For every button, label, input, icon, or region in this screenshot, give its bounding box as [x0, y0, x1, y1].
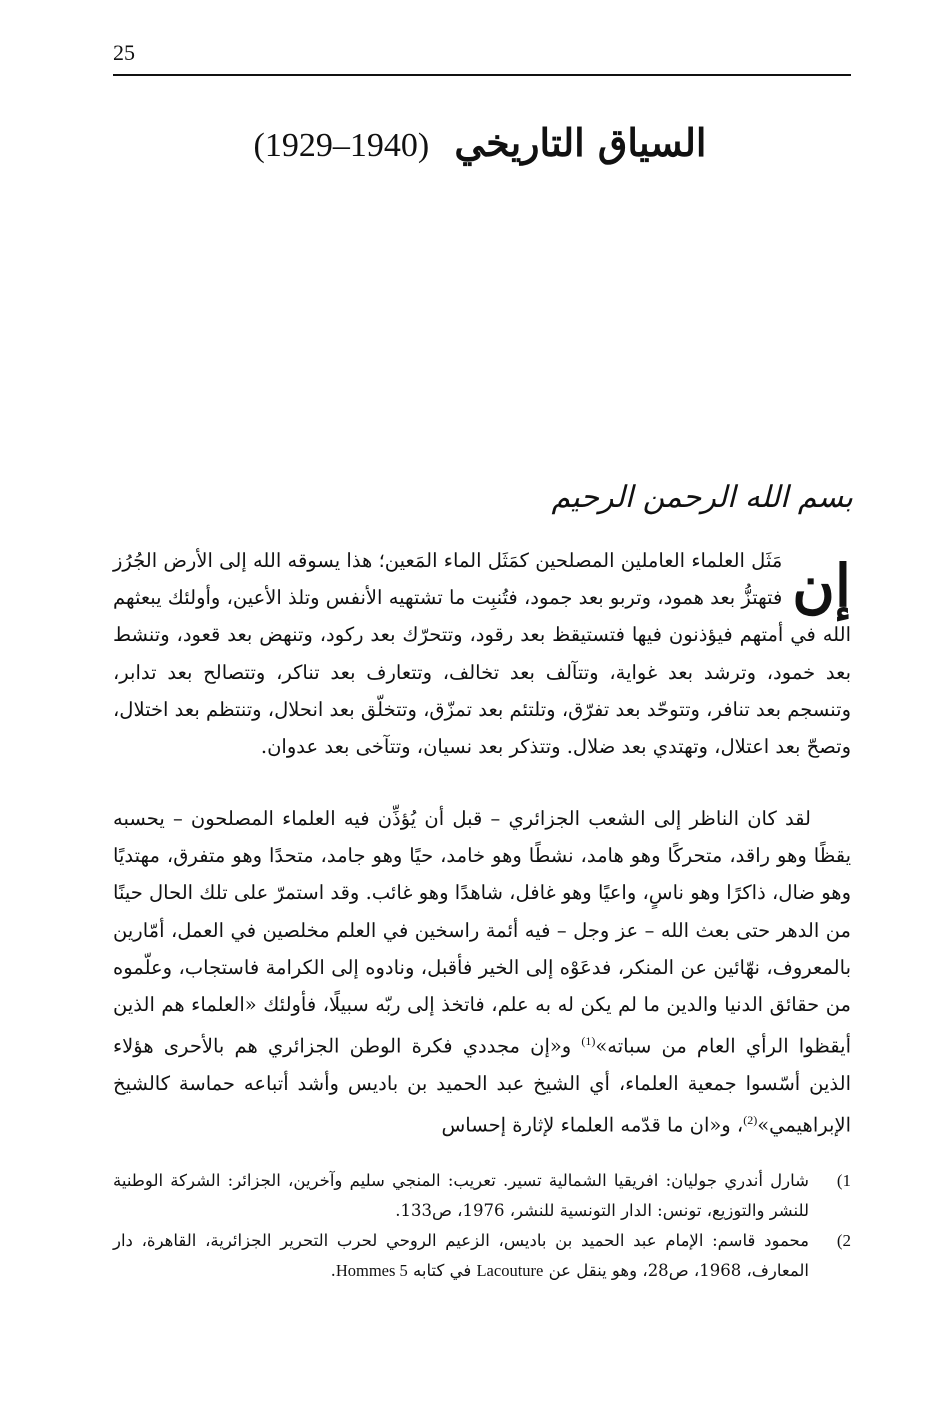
footnote-1-number: 1): [836, 1171, 851, 1190]
footnotes: [113, 1166, 851, 1286]
footnote-ref-1: (1): [581, 1034, 596, 1049]
footnote-1-text: شارل أندري جوليان: افريقيا الشمالية تسير. تعريب: المنجي سليم وآخرين، الجزائر: الشركة الوطنية للنشر والتوزيع، تونس: الدار التونسية للنشر، 1976، ص133.: [113, 1171, 809, 1220]
paragraph-2: [113, 800, 851, 1144]
paragraph-2-text-c: ، و«ان ما قدّمه العلماء لإثارة إحساس: [441, 1113, 744, 1137]
dropcap: إن: [792, 552, 851, 620]
chapter-title: [160, 108, 800, 178]
footnote-1: [113, 1166, 851, 1226]
chapter-title-years: (1940–1929): [253, 127, 430, 164]
footnote-2-text-b: في كتابه: [407, 1261, 477, 1280]
paragraph-2-text-b: و«إن مجددي فكرة الوطن الجزائري هم بالأحرى هؤلاء الذين أسّسوا جمعية العلماء، أي الشيخ عبد الحميد بن باديس وأشد أتباعه حماسة كالشيخ الإبراهيمي»: [113, 1034, 851, 1137]
page-number: 25: [113, 40, 135, 65]
footnote-2-number: 2): [836, 1231, 851, 1250]
header-rule: [113, 74, 851, 76]
paragraph-2-text-a: لقد كان الناظر إلى الشعب الجزائري – قبل أن يُؤذِّن فيه العلماء المصلحون – يحسبه يقظًا وهو راقد، متحركًا وهو هامد، نشطًا وهو خامد، حيًا وهو جامد، متحدًا وهو متفرق، مهتديًا وهو ضال، ذاكرًا وهو ناسٍ، واعيًا وهو غافل، شاهدًا وهو غائب. وقد استمرّ على تلك الحال حينًا من الدهر حتى بعث الله – عز وجل – فيه أئمة راسخين في العلم مخلصين في العمل، أمّارين بالمعروف، نهّائين عن المنكر، فدعَوْه إلى الخير فأقبل، ونادوه إلى الكرامة فاستجاب، وعلّموه من حقائق الدنيا والدين ما لم يكن له به علم، فاتخذ إلى ربّه سبيلًا، فأولئك «العلماء هم الذين أيقظوا الرأي العام من سباته»: [113, 807, 851, 1058]
chapter-title-main: السياق التاريخي: [454, 120, 707, 165]
footnote-ref-2: (2): [743, 1113, 758, 1128]
footnote-2-latin-author: Lacouture: [476, 1261, 544, 1280]
footnote-2-text: [113, 1226, 809, 1286]
footnote-2: [113, 1226, 851, 1286]
footnote-2-text-a: محمود قاسم: الإمام عبد الحميد بن باديس، الزعيم الروحي لحرب التحرير الجزائرية، القاهرة، دار المعارف، 1968، ص28، وهو ينقل عن: [113, 1231, 809, 1280]
paragraph-1-text: مَثَل العلماء العاملين المصلحين كمَثَل الماء المَعين؛ هذا يسوقه الله إلى الأرض الجُرُز فتهتزُّ بعد همود، وتربو بعد جمود، فتُنبِت ما تشتهيه الأنفس وتلذ الأعين، وأولئك يبعثهم الله في أمتهم فيؤذنون فيها فتستيقظ بعد رقود، وتتحرّك بعد ركود، وتنهض بعد قعود، وتنشط بعد خمود، وترشد بعد غواية، وتتآلف بعد تخالف، وتتعارف بعد تناكر، وتتصالح بعد تدابر، وتنسجم بعد تنافر، وتتوحّد بعد تفرّق، وتلتئم بعد تمزّق، وتتخلّق بعد انحلال، وتنتظم بعد اختلال، وتصحّ بعد اعتلال، وتهتدي بعد ضلال. وتتذكر بعد نسيان، وتتآخى بعد عدوان.: [113, 549, 851, 759]
paragraph-1: [113, 542, 851, 765]
basmala: بسم الله الرحمن الرحيم: [551, 480, 853, 515]
footnote-2-latin-book: 5 Hommes: [335, 1261, 408, 1280]
footnote-2-text-c: .: [330, 1261, 336, 1280]
